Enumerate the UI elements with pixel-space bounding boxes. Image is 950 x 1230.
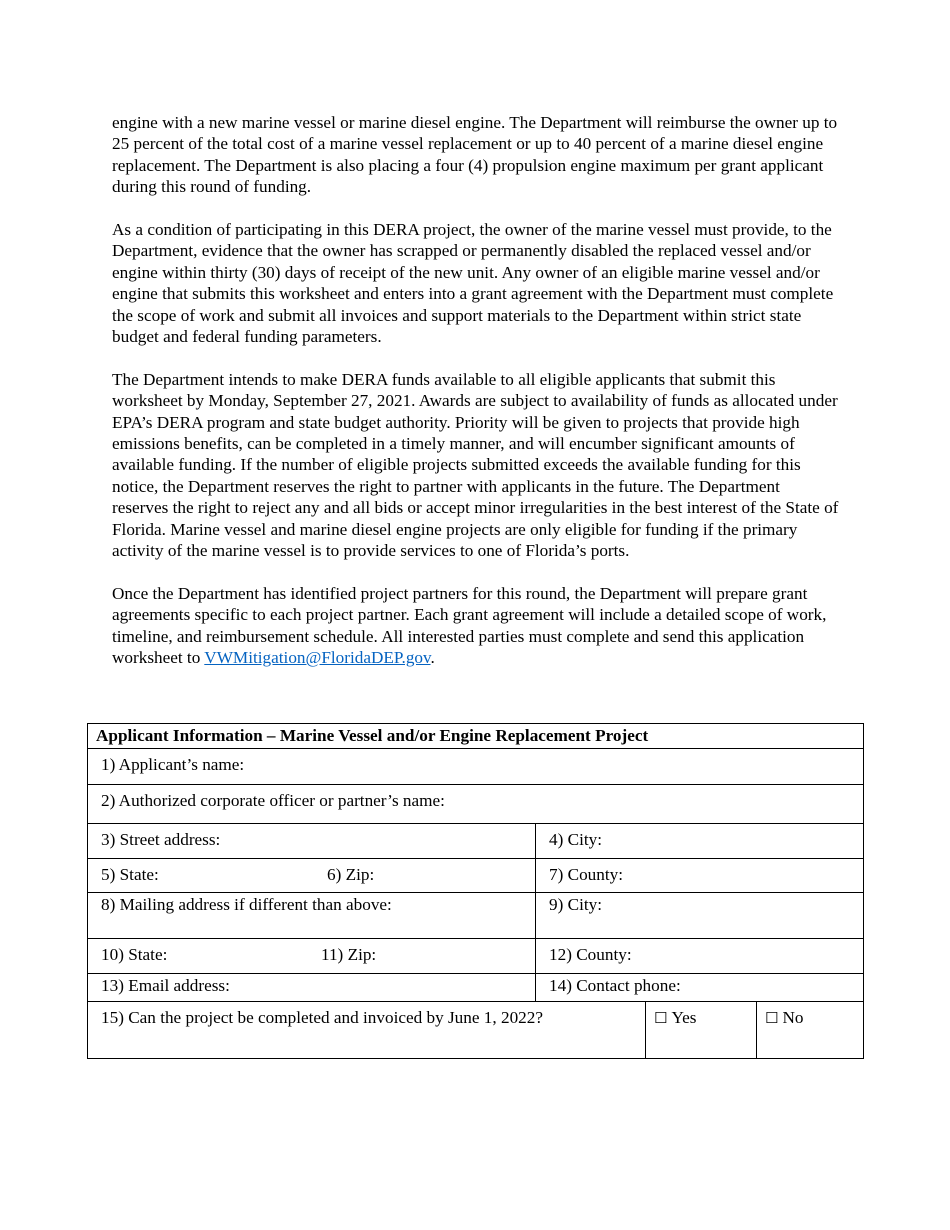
email-field[interactable]: 13) Email address: — [88, 974, 536, 1002]
body-text — [112, 112, 840, 690]
applicant-name-field[interactable]: 1) Applicant’s name: — [88, 749, 864, 785]
mailing-state-zip-row — [88, 939, 536, 974]
paragraph-funding: The Department intends to make DERA funds available to all eligible applicants that submit this worksheet by Monday, September 27, 2021. Awards are subject to availability of funds as allocated under EPA’s DERA program and state budget authority. Priority will be given to projects that provide high emissions benefits, can be completed in a timely manner, and will encumber significant amounts of available funding. If the number of eligible projects submitted exceeds the available funding for this notice, the Department reserves the right to partner with applicants in the future. The Department reserves the right to reject any and all bids or accept minor irregularities in the best interest of the State of Florida. Marine vessel and marine diesel engine projects are only eligible for funding if the primary activity of the marine vessel is to provide services to one of Florida’s ports. — [112, 369, 839, 561]
zip-field[interactable]: 6) Zip: — [327, 865, 375, 884]
paragraph-agreements — [112, 583, 840, 669]
city-field[interactable]: 4) City: — [536, 824, 864, 859]
email-link[interactable]: VWMitigation@FloridaDEP.gov — [204, 648, 431, 668]
mailing-city-field[interactable]: 9) City: — [536, 893, 864, 939]
state-zip-row — [88, 859, 536, 893]
county-field[interactable]: 7) County: — [536, 859, 864, 893]
officer-name-field[interactable]: 2) Authorized corporate officer or partner’s name: — [88, 785, 864, 824]
yes-option[interactable] — [646, 1002, 757, 1059]
state-field[interactable]: 5) State: — [101, 865, 159, 884]
mailing-address-field[interactable]: 8) Mailing address if different than above: — [88, 893, 536, 939]
no-label: No — [782, 1008, 804, 1027]
street-address-field[interactable]: 3) Street address: — [88, 824, 536, 859]
mailing-county-field[interactable]: 12) County: — [536, 939, 864, 974]
no-checkbox-icon[interactable]: ☐ — [765, 1009, 779, 1027]
mailing-zip-field[interactable]: 11) Zip: — [321, 945, 377, 964]
no-option[interactable] — [757, 1002, 864, 1059]
paragraph-agreements-text: Once the Department has identified project partners for this round, the Department will prepare grant agreements specific to each project partner. Each grant agreement will include a detailed scope of work, timeline, and reimbursement schedule. All interested parties must complete and send this application worksheet to — [112, 583, 827, 668]
completion-question: 15) Can the project be completed and invoiced by June 1, 2022? — [88, 1002, 646, 1059]
yes-label: Yes — [671, 1008, 697, 1027]
applicant-info-table — [87, 723, 864, 1059]
phone-field[interactable]: 14) Contact phone: — [536, 974, 864, 1002]
mailing-state-field[interactable]: 10) State: — [101, 945, 168, 964]
paragraph-reimbursement: engine with a new marine vessel or marine diesel engine. The Department will reimburse the owner up to 25 percent of the total cost of a marine vessel replacement or up to 40 percent of a marine diesel engine replacement. The Department is also placing a four (4) propulsion engine maximum per grant applicant during this round of funding. — [112, 113, 838, 197]
paragraph-condition: As a condition of participating in this DERA project, the owner of the marine vessel must provide, to the Department, evidence that the owner has scrapped or permanently disabled the replaced vessel and/or engine within thirty (30) days of receipt of the new unit. Any owner of an eligible marine vessel and/or engine that submits this worksheet and enters into a grant agreement with the Department must complete the scope of work and submit all invoices and support materials to the Department within strict state budget and federal funding parameters. — [112, 220, 834, 347]
table-title: Applicant Information – Marine Vessel and/or Engine Replacement Project — [88, 724, 864, 749]
paragraph-end: . — [430, 648, 435, 668]
yes-checkbox-icon[interactable]: ☐ — [654, 1009, 668, 1027]
